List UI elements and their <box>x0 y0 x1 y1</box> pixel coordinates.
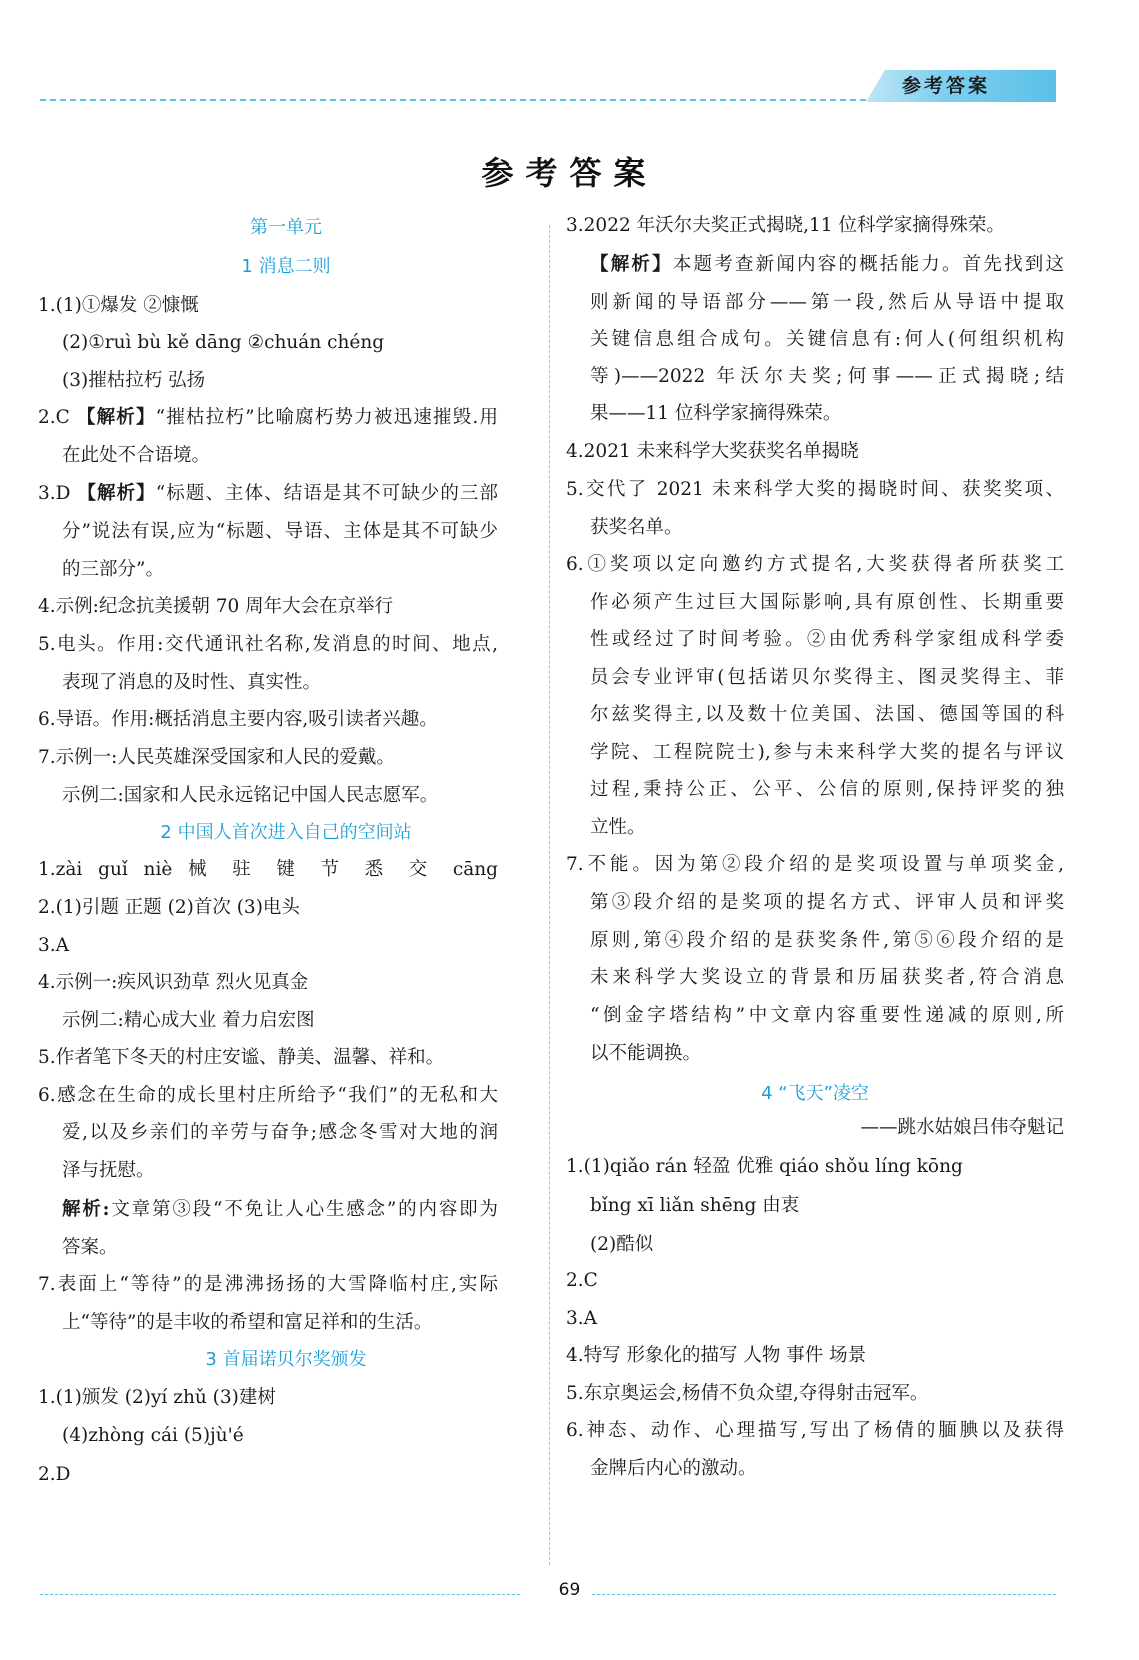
section-heading: 2 中国人首次进入自己的空间站 <box>160 822 412 843</box>
answer-line <box>590 1034 1064 1074</box>
answer-line <box>62 361 498 401</box>
answer-text: 在此处不合语境。 <box>62 445 211 466</box>
answer-text: 等)——2022 年沃尔夫奖;何事——正式揭晓;结 <box>590 366 1064 387</box>
answer-text: 尔兹奖得主,以及数十位美国、法国、德国等国的科 <box>590 704 1064 725</box>
answer-line <box>590 921 1064 961</box>
answer-text: 的三部分”。 <box>62 559 164 580</box>
answer-text: 关键信息组合成句。关键信息有:何人(何组织机构 <box>590 329 1064 350</box>
answer-text: 6.①奖项以定向邀约方式提名,大奖获得者所获奖工 <box>566 554 1064 575</box>
answer-text: 分”说法有误,应为“标题、导语、主体是其不可缺少 <box>62 521 498 542</box>
answer-text: 员会专业评审(包括诺贝尔奖得主、图灵奖得主、菲 <box>590 667 1064 688</box>
answer-text: (2)酷似 <box>590 1234 654 1255</box>
answer-text: 2.D <box>38 1464 71 1485</box>
answer-line <box>590 808 1064 848</box>
answer-text: 立性。 <box>590 817 646 838</box>
answer-line <box>566 845 1064 885</box>
answer-text: 4.2021 未来科学大奖获奖名单揭晓 <box>566 441 859 462</box>
answer-text: 上“等待”的是丰收的希望和富足祥和的生活。 <box>62 1312 433 1333</box>
answer-text: 4.示例一:疾风识劲草 烈火见真金 <box>38 972 309 993</box>
answer-number: 3.D <box>38 483 78 504</box>
answer-line <box>590 245 1064 285</box>
answer-text: 泽与抚慰。 <box>62 1160 155 1181</box>
answer-line <box>590 620 1064 660</box>
answer-line <box>590 883 1064 923</box>
answer-line <box>38 850 498 890</box>
answer-line <box>590 1449 1064 1489</box>
answer-line <box>566 1147 1064 1187</box>
page-title: 参考答案 <box>481 154 658 192</box>
answer-text: 2.(1)引题 正题 (2)首次 (3)电头 <box>38 897 300 918</box>
answer-line <box>38 1378 498 1418</box>
header-title: 参考答案 <box>902 75 991 97</box>
section-heading: 4 “飞天”凌空 <box>761 1083 869 1104</box>
answer-line <box>62 1228 498 1268</box>
answer-text: 爱,以及乡亲们的辛劳与奋争;感念冬雪对大地的润 <box>62 1122 498 1143</box>
answer-text: 学院、工程院院士),参与未来科学大奖的提名与评议 <box>590 742 1064 763</box>
column-divider <box>549 225 550 1565</box>
answer-text: 4.特写 形象化的描写 人物 事件 场景 <box>566 1345 867 1366</box>
answer-line <box>38 1076 498 1116</box>
answer-line <box>38 587 498 627</box>
answer-line <box>566 545 1064 585</box>
answer-text: 1.(1)①爆发 ②慷慨 <box>38 295 199 316</box>
answer-text: 1.(1)qiǎo rán 轻盈 优雅 qiáo shǒu líng kōng <box>566 1156 963 1177</box>
answer-text: 示例二:国家和人民永远铭记中国人民志愿军。 <box>62 785 439 806</box>
answer-line <box>62 1416 498 1456</box>
answer-line <box>62 1190 498 1230</box>
answer-text: 获奖名单。 <box>590 517 683 538</box>
answer-text: 6.神态、动作、心理描写,写出了杨倩的腼腆以及获得 <box>566 1420 1064 1441</box>
answer-text: 表现了消息的及时性、真实性。 <box>62 672 322 693</box>
answer-text: 1.(1)颁发 (2)yí zhǔ (3)建树 <box>38 1387 276 1408</box>
answer-text: (4)zhòng cái (5)jù'é <box>62 1425 244 1446</box>
section-heading: 1 消息二则 <box>241 256 331 277</box>
answer-line <box>38 738 498 778</box>
answer-line <box>38 286 498 326</box>
answer-line <box>38 1038 498 1078</box>
answer-line <box>62 1303 498 1343</box>
answer-line <box>566 470 1064 510</box>
section-heading: 3 首届诺贝尔奖颁发 <box>205 1349 367 1370</box>
answer-line <box>38 1265 498 1305</box>
answer-text: 答案。 <box>62 1237 118 1258</box>
answer-text: 第③段介绍的是奖项的提名方式、评审人员和评奖 <box>590 892 1064 913</box>
answer-line <box>62 1113 498 1153</box>
answer-line <box>38 1455 498 1495</box>
answer-line <box>590 394 1064 434</box>
answer-line <box>590 283 1064 323</box>
answer-text: bǐng xī liǎn shēng 由衷 <box>590 1195 800 1216</box>
answer-line <box>566 432 1064 472</box>
answer-text: 以不能调换。 <box>590 1043 702 1064</box>
answer-line <box>62 1151 498 1191</box>
answer-line <box>38 888 498 928</box>
answer-text: 文章第③段“不免让人心生感念”的内容即为 <box>109 1199 498 1220</box>
answer-text: 本题考查新闻内容的概括能力。首先找到这 <box>672 254 1064 275</box>
answer-line <box>38 700 498 740</box>
answer-text: 2.C <box>566 1270 598 1291</box>
answer-text: 3.A <box>566 1308 598 1329</box>
answer-line <box>590 583 1064 623</box>
answer-text: 7.不能。因为第②段介绍的是奖项设置与单项奖金, <box>566 854 1064 875</box>
answer-line <box>590 996 1064 1036</box>
answer-line <box>590 958 1064 998</box>
answer-line <box>566 1411 1064 1451</box>
answer-text: 示例二:精心成大业 着力启宏图 <box>62 1010 315 1031</box>
answer-line <box>566 206 1064 246</box>
answer-text: (3)摧枯拉朽 弘扬 <box>62 370 206 391</box>
answer-text: 过程,秉持公正、公平、公信的原则,保持评奖的独 <box>590 779 1064 800</box>
answer-text: 5.交代了 2021 未来科学大奖的揭晓时间、获奖奖项、 <box>566 479 1064 500</box>
answer-text: 未来科学大奖设立的背景和历届获奖者,符合消息 <box>590 967 1064 988</box>
answer-text: 3.A <box>38 935 70 956</box>
answer-line <box>38 398 498 438</box>
answer-text: 6.导语。作用:概括消息主要内容,吸引读者兴趣。 <box>38 709 438 730</box>
analysis-label: 【解析】 <box>76 407 156 428</box>
answer-text: 果——11 位科学家摘得殊荣。 <box>590 403 842 424</box>
section-byline: ——跳水姑娘吕伟夺魁记 <box>860 1117 1064 1138</box>
answer-line <box>38 963 498 1003</box>
answer-text: 金牌后内心的激动。 <box>590 1458 757 1479</box>
answer-line <box>566 1299 1064 1339</box>
answer-line <box>62 323 498 363</box>
answer-text: 5.电头。作用:交代通讯社名称,发消息的时间、地点, <box>38 634 498 655</box>
answer-text: 7.表面上“等待”的是沸沸扬扬的大雪降临村庄,实际 <box>38 1274 498 1295</box>
answer-text: 4.示例:纪念抗美援朝 70 周年大会在京举行 <box>38 596 394 617</box>
answer-text: “摧枯拉朽”比喻腐朽势力被迅速摧毁.用 <box>155 407 498 428</box>
answer-text: 原则,第④段介绍的是获奖条件,第⑤⑥段介绍的是 <box>590 930 1064 951</box>
answer-line <box>590 320 1064 360</box>
answer-text: 7.示例一:人民英雄深受国家和人民的爱戴。 <box>38 747 395 768</box>
answer-text: 则新闻的导语部分——第一段,然后从导语中提取 <box>590 292 1064 313</box>
answer-line <box>590 508 1064 548</box>
answer-text: 5.东京奥运会,杨倩不负众望,夺得射击冠军。 <box>566 1383 929 1404</box>
answer-line <box>38 926 498 966</box>
answer-line <box>38 474 498 514</box>
answer-text: “倒金字塔结构”中文章内容重要性递减的原则,所 <box>590 1005 1064 1026</box>
answer-line <box>590 770 1064 810</box>
answer-line <box>566 1374 1064 1414</box>
analysis-label: 【解析】 <box>590 254 673 275</box>
answer-line <box>62 776 498 816</box>
analysis-label: 解析: <box>62 1199 110 1220</box>
answer-line <box>590 1225 1064 1265</box>
answer-line <box>566 1336 1064 1376</box>
answer-text: 6.感念在生命的成长里村庄所给予“我们”的无私和大 <box>38 1085 498 1106</box>
answer-line <box>62 512 498 552</box>
answer-line <box>590 733 1064 773</box>
answer-line <box>62 663 498 703</box>
answer-text: 性或经过了时间考验。②由优秀科学家组成科学委 <box>590 629 1064 650</box>
answer-text: “标题、主体、结语是其不可缺少的三部 <box>155 483 498 504</box>
analysis-label: 【解析】 <box>77 483 156 504</box>
page-number: 69 <box>558 1580 581 1600</box>
answer-number: 2.C <box>38 407 77 428</box>
answer-line <box>590 658 1064 698</box>
answer-line <box>38 625 498 665</box>
answer-text: 作必须产生过巨大国际影响,具有原创性、长期重要 <box>590 592 1064 613</box>
answer-line <box>62 550 498 590</box>
answer-line <box>566 1261 1064 1301</box>
section-heading: 第一单元 <box>250 217 322 238</box>
answer-text: 3.2022 年沃尔夫奖正式揭晓,11 位科学家摘得殊荣。 <box>566 215 1005 236</box>
answer-line <box>590 357 1064 397</box>
answer-line <box>62 1001 498 1041</box>
answer-text: 5.作者笔下冬天的村庄安谧、静美、温馨、祥和。 <box>38 1047 445 1068</box>
answer-line <box>590 695 1064 735</box>
answer-line <box>62 436 498 476</box>
answer-text: 1.zài guǐ niè 械 驻 键 节 悉 交 cāng <box>38 859 498 880</box>
answer-line <box>590 1186 1064 1226</box>
answer-text: (2)①ruì bù kě dāng ②chuán chéng <box>62 332 385 353</box>
